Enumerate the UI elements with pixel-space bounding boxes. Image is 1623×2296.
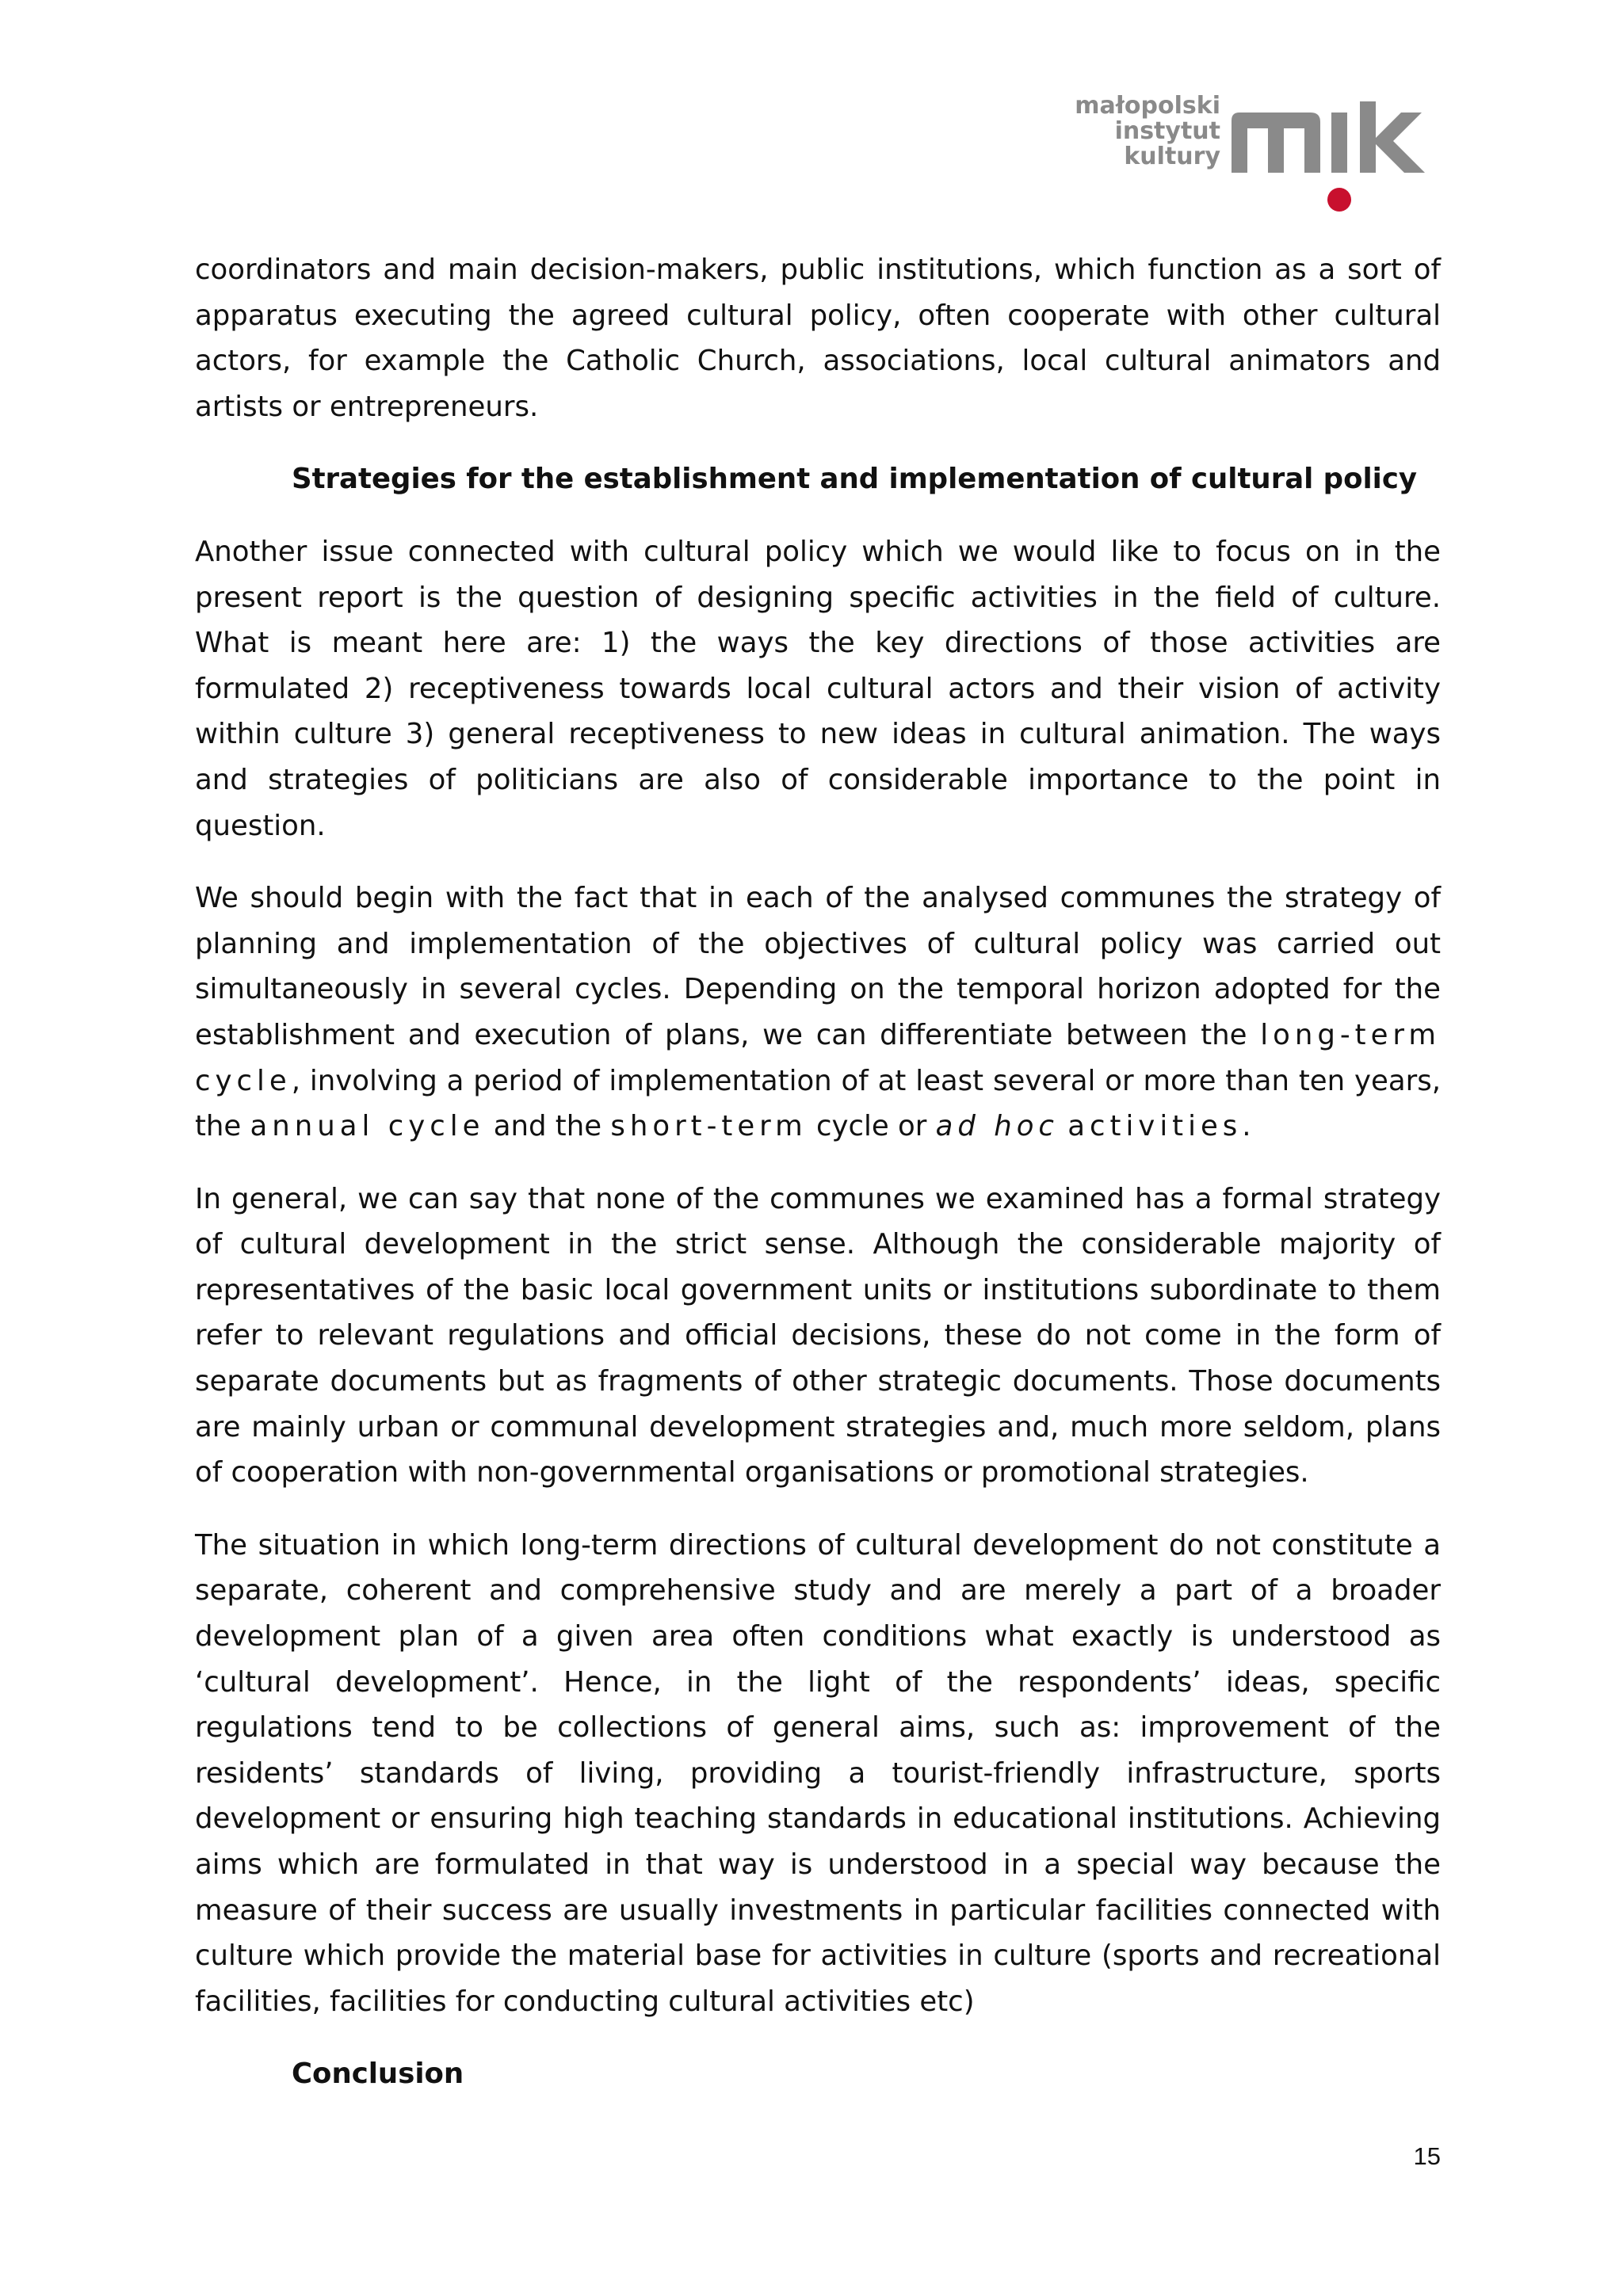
paragraph-3-text-d: cycle or xyxy=(807,1110,936,1143)
logo-line-3: kultury xyxy=(1124,143,1220,170)
paragraph-2: Another issue connected with cultural policy which we would like to focus on in the present report is the question of designing specific activities in the field of culture. What is meant here are: 1) the ways the key directions of those activities are formulated 2) receptiveness towards local cultural actors and their vision of activity within culture 3) general receptiveness to new ideas in cultural animation. The ways and strategies of politicians are also of considerable importance to the point in question. xyxy=(195,535,1441,842)
term-activities: activities. xyxy=(1067,1110,1256,1143)
paragraph-1: coordinators and main decision-makers, public institutions, which function as a sort of apparatus executing the agreed cultural policy, often cooperate with other cultural actors, for example the Catholic Church, associations, local cultural animators and artists or entrepreneurs. xyxy=(195,254,1441,423)
term-annual-cycle: annual cycle xyxy=(250,1110,485,1143)
term-ad-hoc: ad hoc xyxy=(935,1110,1059,1143)
logo-line-2: instytut xyxy=(1114,117,1220,145)
paragraph-3-text-b: , involving a period of implementation of at least several or more than ten years, the xyxy=(195,1064,1441,1143)
mik-logo-mark xyxy=(1232,101,1438,212)
logo-letter-i xyxy=(1331,113,1347,173)
document-body xyxy=(195,247,1441,2124)
page-number: 15 xyxy=(1413,2142,1441,2170)
logo-letter-k xyxy=(1360,101,1425,173)
paragraph-3 xyxy=(195,875,1441,1150)
logo-red-dot xyxy=(1327,188,1351,212)
paragraph-3-text-a: We should begin with the fact that in each of the analysed communes the strategy of planning and implementation of the objectives of cultural policy was carried out simultaneously in several cycles. Depending on the temporal horizon adopted for the establishment and execution of plans, we can differentiate between the xyxy=(195,882,1441,1051)
paragraph-3-text-e xyxy=(1059,1110,1067,1142)
mik-logo xyxy=(1073,93,1438,212)
logo-letter-m xyxy=(1232,113,1320,173)
section-heading-conclusion: Conclusion xyxy=(292,2058,464,2091)
paragraph-4: In general, we can say that none of the communes we examined has a formal strategy of cultural development in the strict sense. Although the considerable majority of representatives of the basic local government units or institutions subordinate to them refer to relevant regulations and official decisions, these do not come in the form of separate documents but as fragments of other strategic documents. Those documents are mainly urban or communal development strategies and, much more seldom, plans of cooperation with non-governmental organisations or promotional strategies. xyxy=(195,1182,1441,1489)
section-heading-strategies: Strategies for the establishment and implementation of cultural policy xyxy=(292,463,1417,496)
term-long-term-cycle: long-term cycle xyxy=(195,1018,1441,1097)
logo-line-1: małopolski xyxy=(1075,92,1220,120)
paragraph-3-text-c: and the xyxy=(484,1110,611,1143)
logo-wordmark xyxy=(1073,93,1220,170)
term-short-term: short-term xyxy=(610,1110,808,1143)
paragraph-5: The situation in which long-term directions of cultural development do not constitute a separate, coherent and comprehensive study and are merely a part of a broader development plan of a given area often conditions what exactly is understood as ‘cultural development’. Hence, in the light of the respondents’ ideas, specific regulations tend to be collections of general aims, such as: improvement of the residents’ standards of living, providing a tourist-friendly infrastructure, sports development or ensuring high teaching standards in educational institutions. Achieving aims which are formulated in that way is understood in a special way because the measure of their success are usually investments in particular facilities connected with culture which provide the material base for activities in culture (sports and recreational facilities, facilities for conducting cultural activities etc) xyxy=(195,1528,1441,2018)
